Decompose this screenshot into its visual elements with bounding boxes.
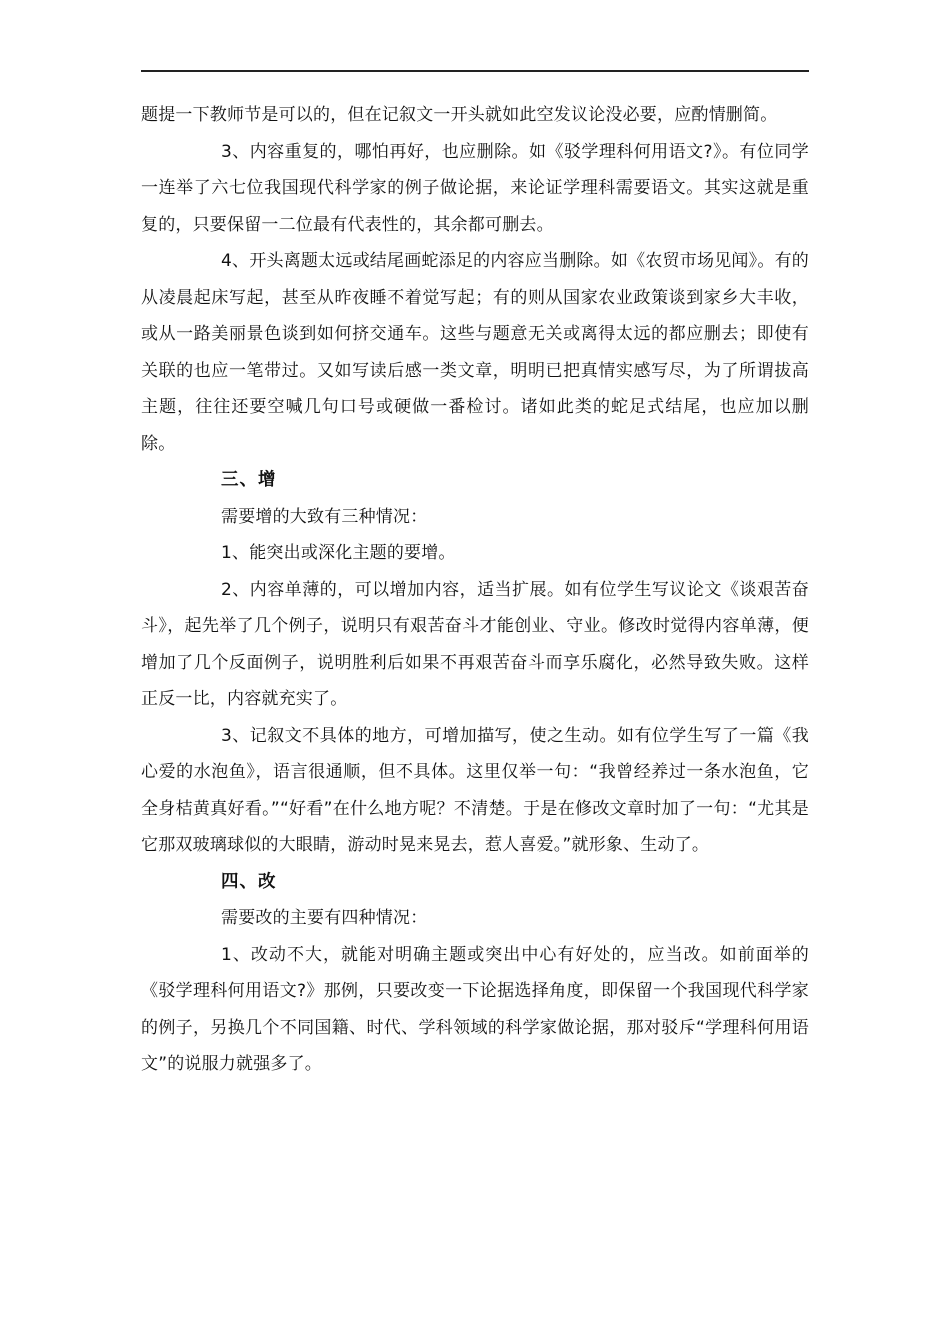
- paragraph-add-point-2: 2、内容单薄的，可以增加内容，适当扩展。如有位学生写议论文《谈艰苦奋斗》，起先举了几个例子，说明只有艰苦奋斗才能创业、守业。修改时觉得内容单薄，便增加了几个反面例子，说明胜利后如果不再艰苦奋斗而享乐腐化，必然导致失败。这样正反一比，内容就充实了。: [141, 579, 809, 709]
- paragraph-add-point-3: 3、记叙文不具体的地方，可增加描写，使之生动。如有位学生写了一篇《我心爱的水泡鱼》，语言很通顺，但不具体。这里仅举一句：“我曾经养过一条水泡鱼，它全身桔黄真好看。”“好看”在什么地方呢？不清楚。于是在修改文章时加了一句：“尤其是它那双玻璃球似的大眼睛，游动时晃来晃去，惹人喜爱。”就形象、生动了。: [141, 725, 809, 855]
- paragraph-intro-continuation: 题提一下教师节是可以的，但在记叙文一开头就如此空发议论没必要，应酌情删简。: [141, 105, 778, 125]
- paragraph-delete-point-3: 3、内容重复的，哪怕再好，也应删除。如《驳学理科何用语文?》。有位同学一连举了六七位我国现代科学家的例子做论据，来论证学理科需要语文。其实这就是重复的，只要保留一二位最有代表性的，其余都可删去。: [141, 141, 809, 235]
- header-rule: [141, 70, 809, 72]
- section-heading-add: 三、增: [221, 470, 277, 490]
- document-body: [141, 97, 809, 1083]
- paragraph-delete-point-4: 4、开头离题太远或结尾画蛇添足的内容应当删除。如《农贸市场见闻》。有的从凌晨起床写起，甚至从昨夜睡不着觉写起；有的则从国家农业政策谈到家乡大丰收，或从一路美丽景色谈到如何挤交通车。这些与题意无关或离得太远的都应删去；即使有关联的也应一笔带过。又如写读后感一类文章，明明已把真情实感写尽，为了所谓拔高主题，往往还要空喊几句口号或硬做一番检讨。诸如此类的蛇足式结尾，也应加以删除。: [141, 251, 809, 454]
- paragraph-add-intro: 需要增的大致有三种情况：: [221, 506, 428, 527]
- paragraph-change-intro: 需要改的主要有四种情况：: [221, 908, 428, 928]
- paragraph-add-point-1: 1、能突出或深化主题的要增。: [221, 543, 456, 563]
- paragraph-change-point-1: 1、改动不大，就能对明确主题或突出中心有好处的，应当改。如前面举的《驳学理科何用语文?》那例，只要改变一下论据选择角度，即保留一个我国现代科学家的例子，另换几个不同国籍、时代、学科领域的科学家做论据，那对驳斥“学理科何用语文”的说服力就强多了。: [141, 944, 809, 1074]
- section-heading-change: 四、改: [221, 871, 277, 892]
